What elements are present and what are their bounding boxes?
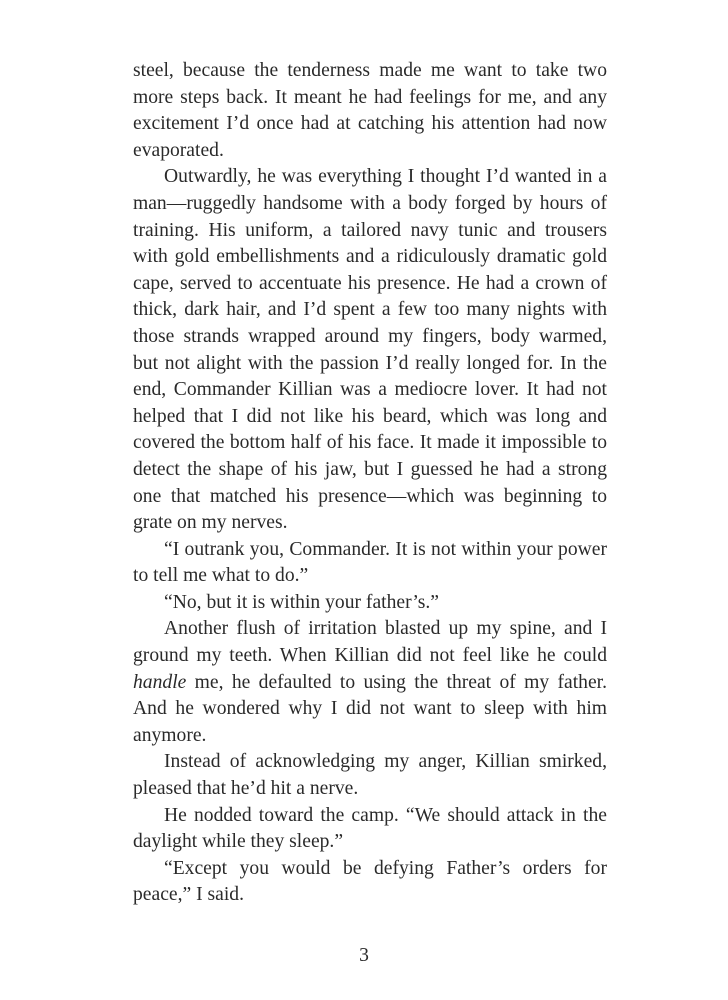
paragraph-text: steel, because the tenderness made me want to take two more steps back. It meant he had feelings for me, and any excitement I’d once had at catching his attention had now evaporated. xyxy=(133,60,607,161)
paragraph-text: “Except you would be defying Father’s orders for peace,” I said. xyxy=(133,857,607,906)
paragraph xyxy=(133,803,607,856)
paragraph xyxy=(133,590,607,617)
paragraph-text: “No, but it is within your father’s.” xyxy=(164,591,439,613)
paragraph xyxy=(133,537,607,590)
page-body xyxy=(133,58,607,909)
paragraph-text: Instead of acknowledging my anger, Killian smirked, pleased that he’d hit a nerve. xyxy=(133,751,607,800)
paragraph-text: He nodded toward the camp. “We should attack in the daylight while they sleep.” xyxy=(133,804,607,853)
emphasized-word: handle xyxy=(133,671,187,693)
paragraph xyxy=(133,58,607,164)
paragraph xyxy=(133,616,607,749)
paragraph xyxy=(133,856,607,909)
page-number: 3 xyxy=(359,945,369,966)
paragraph-text: Another flush of irritation blasted up my spine, and I ground my teeth. When Killian did not feel like he could xyxy=(133,618,607,667)
paragraph-text: Outwardly, he was everything I thought I’d wanted in a man—ruggedly handsome with a body forged by hours of training. His uniform, a tailored navy tunic and trousers with gold embellishments and a ridiculously dramatic gold cape, served to accentuate his presence. He had a crown of thick, dark hair, and I’d spent a few too many nights with those strands wrapped around my fingers, body warmed, but not alight with the passion I’d really longed for. In the end, Commander Killian was a mediocre lover. It had not helped that I did not like his beard, which was long and covered the bottom half of his face. It made it impossible to detect the shape of his jaw, but I guessed he had a strong one that matched his presence—which was beginning to grate on my nerves. xyxy=(133,166,607,534)
paragraph-text: “I outrank you, Commander. It is not within your power to tell me what to do.” xyxy=(133,538,607,587)
paragraph xyxy=(133,164,607,536)
paragraph-text: me, he defaulted to using the threat of my father. And he wondered why I did not want to sleep with him anymore. xyxy=(133,671,607,746)
paragraph xyxy=(133,749,607,802)
